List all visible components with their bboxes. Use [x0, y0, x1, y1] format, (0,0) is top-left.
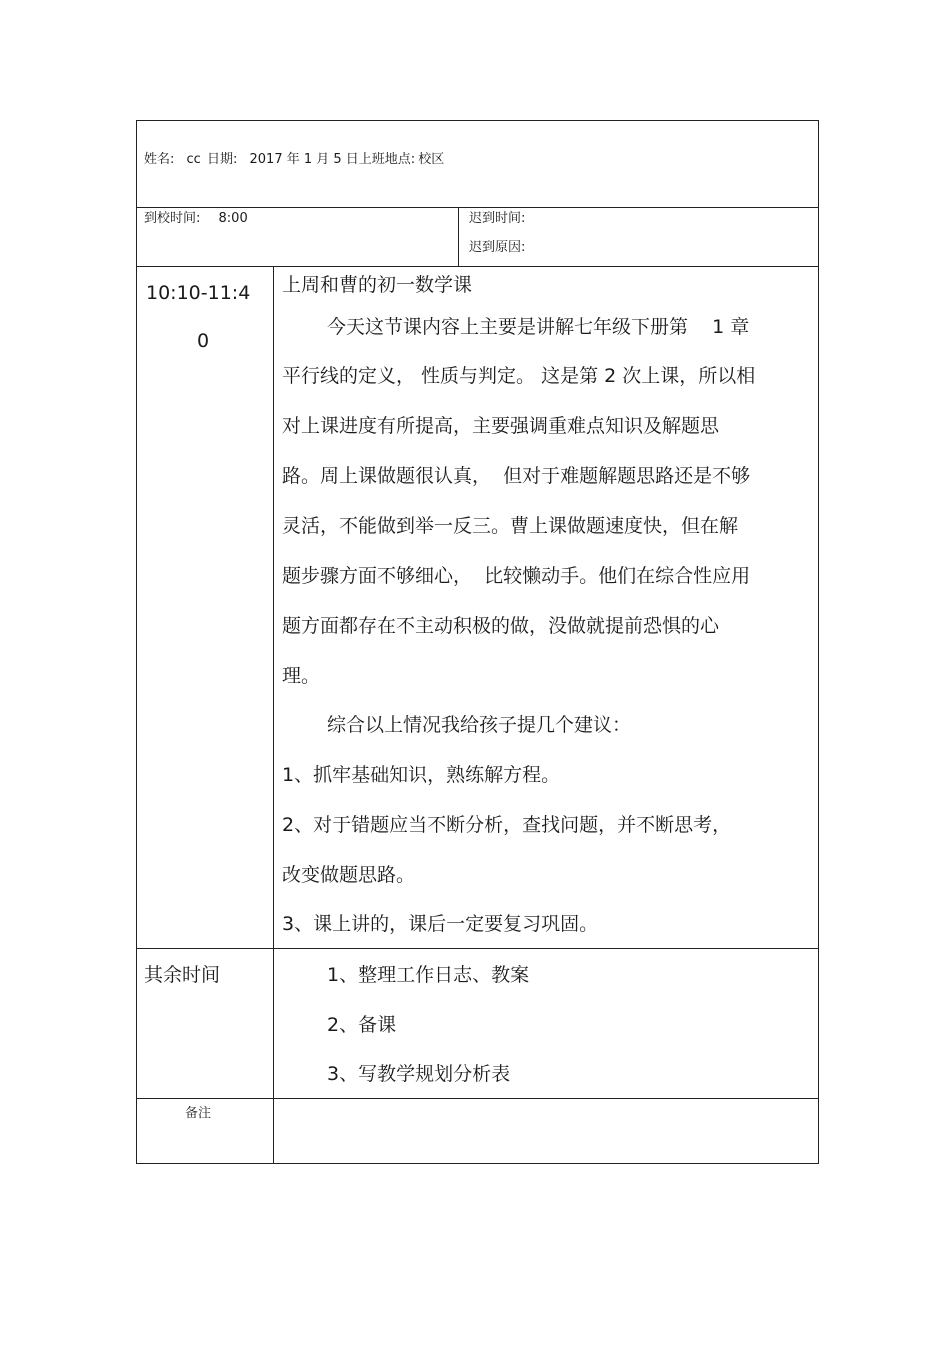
location-value: 校区: [418, 152, 445, 167]
arrival-time-label: 到校时间:: [144, 211, 201, 226]
session-line: 理。: [282, 665, 321, 687]
session-line: 1、抓牢基础知识，熟练解方程。: [282, 764, 561, 786]
row-divider-arrival: [136, 266, 819, 267]
other-time-item: 1、整理工作日志、教案: [327, 964, 530, 986]
session-line: 题方面都存在不主动积极的做，没做就提前恐惧的心: [282, 615, 720, 637]
table-border-left: [136, 120, 137, 1164]
date-label: 日期:: [206, 152, 238, 167]
session-line: 今天这节课内容上主要是讲解七年级下册第 1 章: [327, 316, 750, 338]
name-value: cc: [186, 152, 201, 167]
other-time-item: 3、写教学规划分析表: [327, 1063, 511, 1085]
other-time-item: 2、备课: [327, 1014, 397, 1036]
session-title: 上周和曹的初一数学课: [282, 274, 473, 296]
session-time-line1: 10:10-11:4: [146, 282, 251, 304]
arrival-column-divider: [458, 207, 459, 267]
row-divider-header: [136, 207, 819, 208]
late-reason-label: 迟到原因:: [469, 240, 526, 255]
remarks-field[interactable]: [274, 1099, 818, 1163]
arrival-time-value: 8:00: [218, 211, 248, 226]
session-line: 对上课进度有所提高，主要强调重难点知识及解题思: [282, 415, 720, 437]
remarks-label: 备注: [185, 1106, 212, 1121]
other-time-label: 其余时间: [144, 964, 221, 986]
arrival-time-line: [144, 211, 248, 227]
session-line: 题步骤方面不够细心， 比较懒动手。他们在综合性应用: [282, 565, 751, 587]
location-label: 上班地点:: [358, 152, 416, 167]
date-value: 2017 年 1 月 5 日: [249, 152, 359, 167]
name-label: 姓名:: [144, 152, 175, 167]
table-border-right: [818, 120, 819, 1164]
session-line: 3、课上讲的，课后一定要复习巩固。: [282, 913, 599, 935]
session-line: 改变做题思路。: [282, 864, 416, 886]
table-border-top: [136, 120, 819, 121]
late-time-label: 迟到时间:: [469, 211, 526, 226]
session-line: 综合以上情况我给孩子提几个建议：: [327, 714, 632, 736]
session-line: 平行线的定义， 性质与判定。 这是第 2 次上课，所以相: [282, 365, 756, 387]
table-border-bottom: [136, 1163, 819, 1164]
session-line: 灵活，不能做到举一反三。曹上课做题速度快，但在解: [282, 515, 739, 537]
label-column-divider: [273, 266, 274, 1164]
header-info-line: [144, 152, 444, 168]
session-line: 路。周上课做题很认真， 但对于难题解题思路还是不够: [282, 465, 751, 487]
session-line: 2、对于错题应当不断分析，查找问题，并不断思考，: [282, 814, 732, 836]
session-time-line2: 0: [197, 330, 210, 352]
row-divider-session: [136, 948, 819, 949]
